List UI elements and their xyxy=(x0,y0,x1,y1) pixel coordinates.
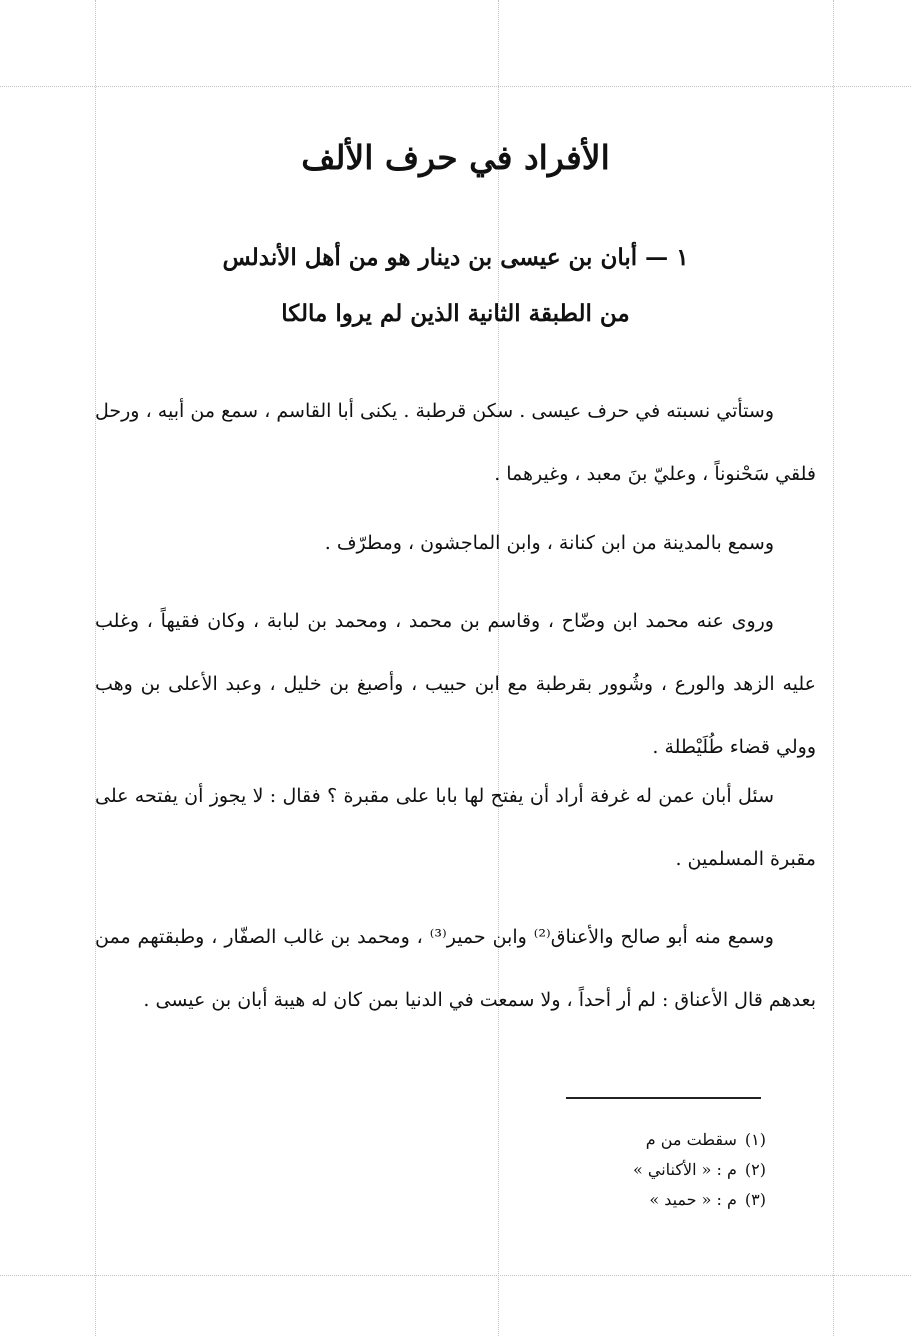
footnote-number: (٢) xyxy=(744,1160,766,1179)
scan-guide-line xyxy=(0,86,911,87)
entry-heading-line-2: من الطبقة الثانية الذين لم يروا مالكا xyxy=(281,300,630,327)
footnote-text: م : « حميد » xyxy=(649,1190,737,1209)
footnote-number: (١) xyxy=(744,1130,766,1149)
scan-guide-line xyxy=(833,0,834,1336)
paragraph: وستأتي نسبته في حرف عيسى . سكن قرطبة . يكنى أبا القاسم ، سمع من أبيه ، ورحل فلقي سَحْنوناً ، وعليّ بنَ معبد ، وغيرهما . xyxy=(95,400,816,485)
footnote xyxy=(506,1125,766,1155)
footnote-number: (٣) xyxy=(744,1190,766,1209)
scan-guide-line xyxy=(0,1275,911,1276)
paragraph: وسمع بالمدينة من ابن كنانة ، وابن الماجشون ، ومطرّف . xyxy=(324,532,774,554)
paragraph: وروى عنه محمد ابن وضّاح ، وقاسم بن محمد ، ومحمد بن لبابة ، وكان فقيهاً ، وغلب عليه الزهد والورع ، وشُوور بقرطبة مع ابن حبيب ، وأصبغ بن خليل ، وعبد الأعلى بن وهب وولي قضاء طُلَيْطلة . xyxy=(95,610,816,758)
footnote-text: سقطت من م xyxy=(645,1130,737,1149)
footnote xyxy=(506,1155,766,1185)
footnote-text: م : « الأكناني » xyxy=(633,1160,737,1179)
paragraph: وسمع منه أبو صالح والأعناق⁽²⁾ وابن حمير⁽³⁾ ، ومحمد بن غالب الصفّار ، وطبقتهم ممن بعدهم قال الأعناق : لم أر أحداً ، ولا سمعت في الدنيا بمن كان له هيبة أبان بن عيسى . xyxy=(95,926,816,1011)
footnote-separator xyxy=(566,1097,761,1099)
footnote xyxy=(506,1185,766,1215)
paragraph: سئل أبان عمن له غرفة أراد أن يفتح لها بابا على مقبرة ؟ فقال : لا يجوز أن يفتحه على مقبرة المسلمين . xyxy=(95,785,816,870)
entry-heading-line-1: ١ — أبان بن عيسى بن دينار هو من أهل الأندلس xyxy=(222,244,689,271)
chapter-title: الأفراد في حرف الألف xyxy=(301,138,610,177)
footnotes xyxy=(506,1125,766,1215)
